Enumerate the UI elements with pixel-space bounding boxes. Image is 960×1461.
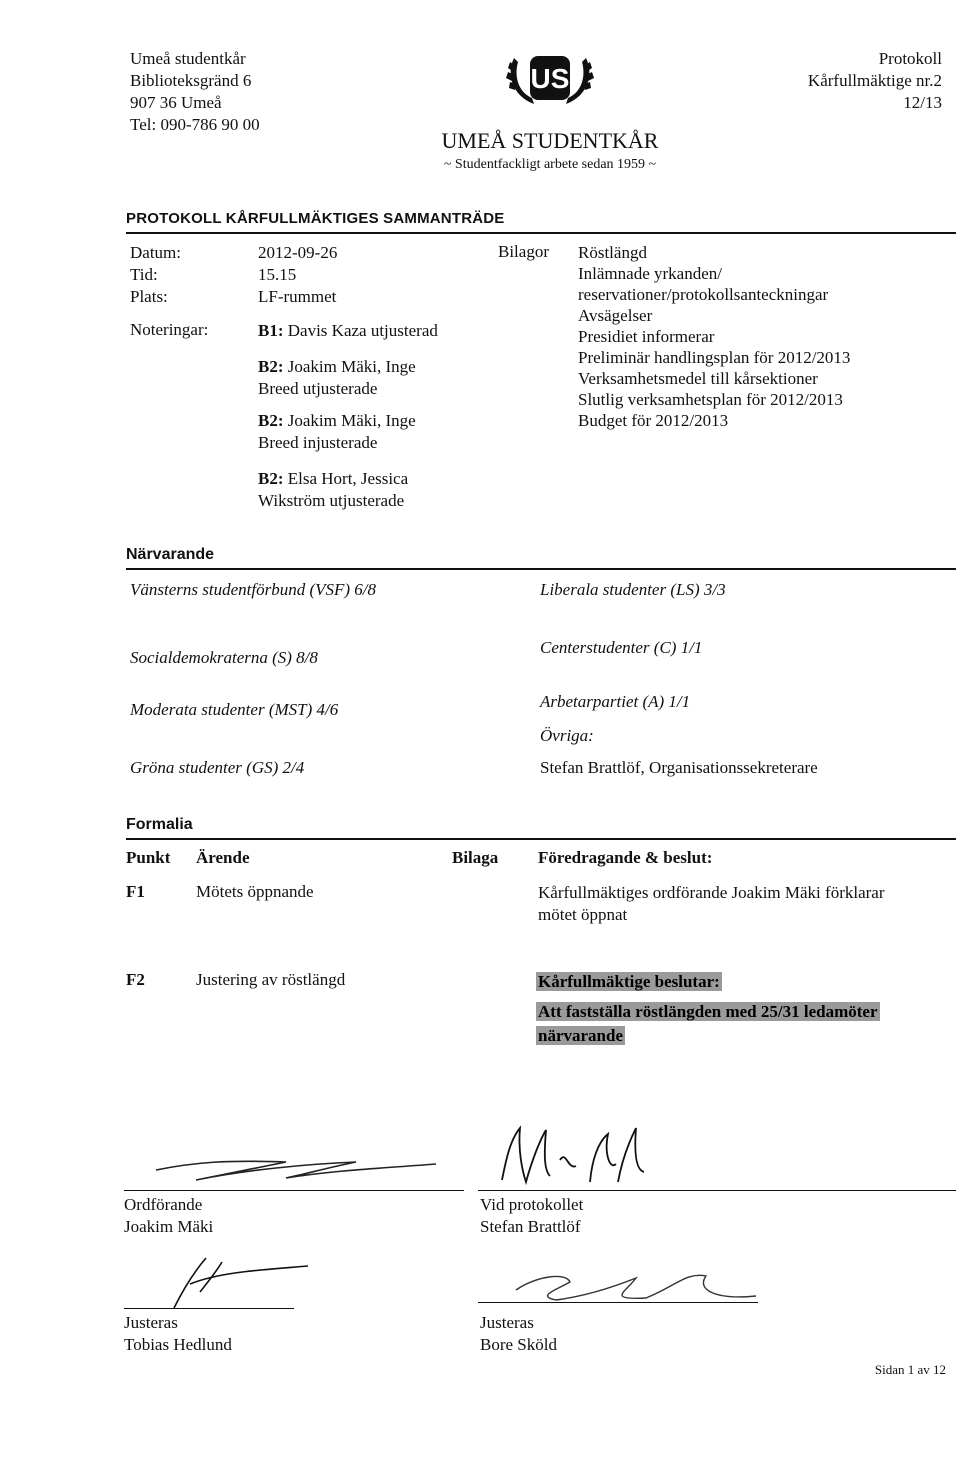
signature-name: Stefan Brattlöf (480, 1217, 581, 1236)
item-punkt: F1 (126, 882, 145, 901)
signature-role: Vid protokollet (480, 1195, 584, 1214)
signature-rule (124, 1308, 294, 1309)
item-arende: Justering av röstlängd (196, 970, 346, 989)
note-text: Elsa Hort, Jessica (287, 469, 409, 488)
signature-rule (478, 1302, 758, 1303)
protocol-info (808, 48, 942, 114)
beslut-line: Kårfullmäktiges ordförande Joakim Mäki förklarar (538, 883, 885, 902)
signature-name: Tobias Hedlund (124, 1335, 232, 1354)
signature-stefan-brattlof (480, 1120, 680, 1200)
note-item (258, 468, 408, 512)
other-attendee: Stefan Brattlöf, Organisationssekreterare (540, 758, 818, 777)
other-label: Övriga: (540, 726, 594, 745)
plats-label: Plats: (130, 287, 168, 306)
signature-tobias-hedlund (160, 1252, 320, 1312)
bilaga-item: Presidiet informerar (578, 327, 715, 346)
bilaga-item: Inlämnade yrkanden/ (578, 264, 722, 283)
address-line: 907 36 Umeå (130, 93, 222, 112)
plats-value: LF-rummet (258, 287, 337, 306)
note-text: Davis Kaza utjusterad (287, 321, 438, 340)
note-text: Joakim Mäki, Inge (287, 411, 416, 430)
note-text: Breed injusterade (258, 433, 378, 452)
address-block (130, 48, 260, 136)
page-number: Sidan 1 av 12 (874, 1362, 946, 1377)
item-punkt: F2 (126, 970, 145, 989)
signature-rule (478, 1190, 956, 1191)
signature-joakim-maki (136, 1140, 496, 1190)
bilaga-item: reservationer/protokollsanteckningar (578, 285, 829, 304)
note-code: B2: (258, 469, 284, 488)
doc-type: Protokoll (878, 49, 942, 68)
us-logo (504, 48, 596, 110)
org-tagline: ~ Studentfackligt arbete sedan 1959 ~ (443, 157, 657, 172)
beslut-line: Att fastställa röstlängden med 25/31 ledamöter (538, 1002, 878, 1021)
datum-label: Datum: (130, 243, 181, 262)
note-item (258, 356, 416, 400)
address-line: Biblioteksgränd 6 (130, 71, 252, 90)
period: 12/13 (903, 93, 942, 112)
signature-block (124, 1194, 213, 1238)
col-beslut: Föredragande & beslut: (538, 848, 713, 867)
datum-value: 2012-09-26 (258, 243, 338, 262)
item-beslut (536, 970, 880, 1048)
meeting-number: Kårfullmäktige nr.2 (807, 71, 942, 90)
signature-role: Ordförande (124, 1195, 203, 1214)
signature-block (480, 1312, 557, 1356)
meta-labels (130, 242, 181, 308)
signature-rule (124, 1190, 464, 1191)
title-rule (126, 232, 956, 234)
col-arende: Ärende (196, 848, 250, 867)
address-line: Umeå studentkår (130, 49, 246, 68)
attendance-heading: Närvarande (126, 546, 215, 563)
signature-name: Bore Sköld (480, 1335, 557, 1354)
party-attendance: Moderata studenter (MST) 4/6 (130, 700, 339, 719)
signature-name: Joakim Mäki (124, 1217, 214, 1236)
bilaga-item: Slutlig verksamhetsplan för 2012/2013 (578, 390, 843, 409)
bilaga-item: Röstlängd (578, 243, 647, 262)
party-attendance: Vänsterns studentförbund (VSF) 6/8 (130, 580, 377, 599)
svg-text:US: US (530, 63, 570, 94)
item-arende: Mötets öppnande (196, 882, 314, 901)
signature-bore-skold (496, 1256, 766, 1312)
item-beslut (538, 882, 885, 926)
note-code: B2: (258, 357, 284, 376)
tid-value: 15.15 (258, 265, 297, 284)
col-punkt: Punkt (126, 848, 171, 867)
signature-role: Justeras (124, 1313, 178, 1332)
formalia-heading: Formalia (126, 816, 193, 833)
party-attendance: Socialdemokraterna (S) 8/8 (130, 648, 318, 667)
page-title: PROTOKOLL KÅRFULLMÄKTIGES SAMMANTRÄDE (126, 210, 505, 227)
note-text: Wikström utjusterade (258, 491, 405, 510)
note-item (258, 320, 438, 342)
col-bilaga: Bilaga (452, 848, 499, 867)
bilaga-item: Avsägelser (578, 306, 653, 325)
beslut-line: närvarande (538, 1026, 623, 1045)
signature-block (480, 1194, 583, 1238)
tid-label: Tid: (130, 265, 158, 284)
noteringar-label: Noteringar: (130, 320, 209, 339)
formalia-rule (126, 838, 956, 840)
note-code: B1: (258, 321, 284, 340)
bilaga-item: Verksamhetsmedel till kårsektioner (578, 369, 818, 388)
note-text: Joakim Mäki, Inge (287, 357, 416, 376)
signature-role: Justeras (480, 1313, 534, 1332)
bilaga-item: Preliminär handlingsplan för 2012/2013 (578, 348, 851, 367)
party-attendance: Gröna studenter (GS) 2/4 (130, 758, 305, 777)
attendance-rule (126, 568, 956, 570)
party-attendance: Liberala studenter (LS) 3/3 (540, 580, 726, 599)
party-attendance: Centerstudenter (C) 1/1 (540, 638, 703, 657)
meta-values (258, 242, 337, 308)
party-attendance: Arbetarpartiet (A) 1/1 (540, 692, 691, 711)
note-text: Breed utjusterade (258, 379, 378, 398)
address-line: Tel: 090-786 90 00 (130, 115, 260, 134)
bilagor-list (578, 242, 850, 431)
bilaga-item: Budget för 2012/2013 (578, 411, 729, 430)
beslut-heading: Kårfullmäktige beslutar: (538, 972, 720, 991)
note-item (258, 410, 416, 454)
note-code: B2: (258, 411, 284, 430)
beslut-line: mötet öppnat (538, 905, 628, 924)
bilagor-label: Bilagor (498, 242, 549, 261)
signature-block (124, 1312, 232, 1356)
org-name: UMEÅ STUDENTKÅR (441, 128, 659, 153)
